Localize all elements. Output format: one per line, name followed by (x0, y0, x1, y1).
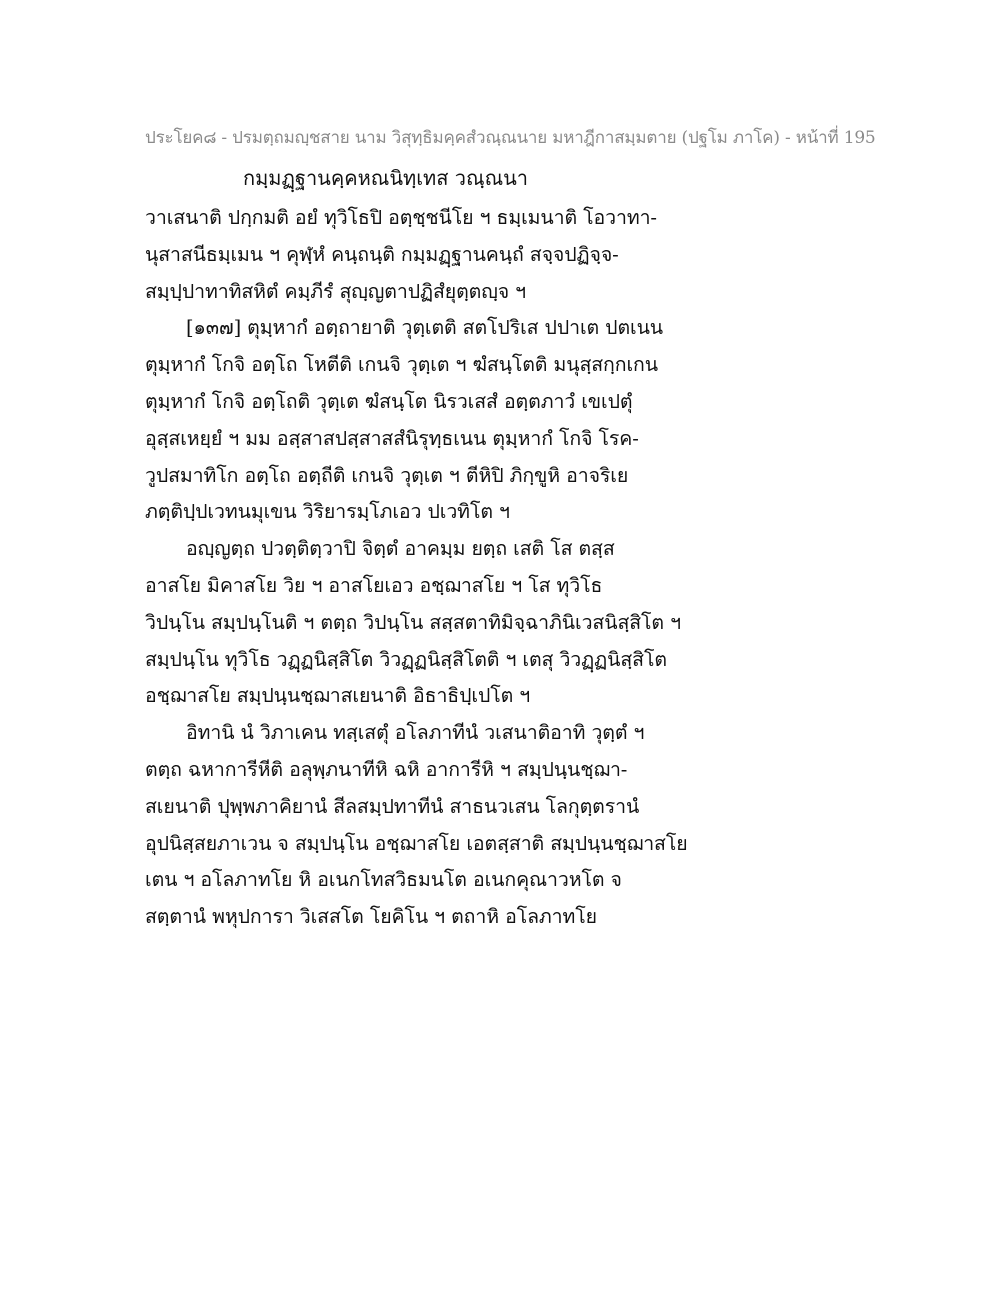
paragraph-start-line: อญฺญตฺถ ปวตฺติตฺวาปิ จิตฺตํ อาคมฺม ยตฺถ เสติ โส ตสฺส (186, 537, 615, 561)
text-line: อชฺฌาสโย สมฺปนฺนชฺฌาสเยนาติ อิธาธิปฺเปโต ฯ (145, 684, 531, 708)
body-text (145, 200, 865, 936)
text-line: เตน ฯ อโลภาทโย หิ อเนกโทสวิธมนโต อเนกคุณาวหโต จ (145, 868, 622, 892)
text-line: อุสฺสเหยฺยํ ฯ มม อสฺสาสปสฺสาสสํนิรุทฺธเนน ตุมฺหากํ โกจิ โรค- (145, 426, 639, 450)
section-title: กมฺมฏฺฐานคฺคหณนิทฺเทส วณฺณนา (243, 166, 529, 190)
text-line: วิปนฺโน สมฺปนฺโนติ ฯ ตตฺถ วิปนฺโน สสฺสตาทิมิจฺฉาภินิเวสนิสฺสิโต ฯ (145, 610, 681, 634)
text-line: นุสาสนีธมฺเมน ฯ คุฬฺหํ คนฺถนฺติ กมฺมฏฺฐานคนฺถํ สจฺจปฏิจฺจ- (145, 242, 619, 266)
paragraph-start-line: [๑๓๗] ตุมฺหากํ อตฺถายาติ วุตฺเตติ สตโปริเส ปปาเต ปตเนน (186, 316, 664, 340)
text-line: อุปนิสฺสยภาเวน จ สมฺปนฺโน อชฺฌาสโย เอตสฺสาติ สมฺปนฺนชฺฌาสโย (145, 831, 688, 855)
text-line: สเยนาติ ปุพฺพภาคิยานํ สีลสมฺปทาทีนํ สาธนวเสน โลกุตฺตรานํ (145, 794, 640, 818)
text-line: สตฺตานํ พหุปการา วิเสสโต โยคิโน ฯ ตถาหิ อโลภาทโย (145, 905, 597, 929)
text-line: ตุมฺหากํ โกจิ อตฺโถ โหตีติ เกนจิ วุตฺเต ฯ ฆํสนฺโตติ มนุสฺสกฺกเกน (145, 353, 658, 377)
text-line: ตตฺถ ฉหาการีหีติ อลุพฺภนาทีหิ ฉหิ อาการีหิ ฯ สมฺปนฺนชฺฌา- (145, 757, 628, 781)
text-line: ตุมฺหากํ โกจิ อตฺโถติ วุตฺเต ฆํสนฺโต นิรวเสสํ อตฺตภาวํ เขเปตุํ (145, 389, 633, 413)
text-line: อาสโย มิคาสโย วิย ฯ อาสโยเอว อชฺฌาสโย ฯ โส ทุวิโธ (145, 573, 603, 597)
text-line: สมฺปฺปาทาทิสหิตํ คมฺภีรํ สุญฺญตาปฏิสํยุตฺตญฺจ ฯ (145, 279, 527, 303)
text-line: สมฺปนฺโน ทุวิโธ วฏฺฏนิสฺสิโต วิวฏฺฏนิสฺสิโตติ ฯ เตสุ วิวฏฺฏนิสฺสิโต (145, 647, 667, 671)
paragraph-start-line: อิทานิ นํ วิภาเคน ทสฺเสตุํ อโลภาทีนํ วเสนาติอาทิ วุตฺตํ ฯ (186, 721, 645, 745)
text-line: วูปสมาทิโก อตฺโถ อตฺถีติ เกนจิ วุตฺเต ฯ ตีหิปิ ภิกฺขูหิ อาจริเย (145, 463, 629, 487)
running-header: ประโยค๘ - ปรมตฺถมญฺชสาย นาม วิสุทฺธิมคฺคสํวณฺณนาย มหาฎีกาสมฺมตาย (ปฐโม ภาโค) - หน้าที่ 195 (145, 128, 876, 148)
text-line: ภตฺติปฺปเวทนมุเขน วิริยารมฺโภเอว ปเวทิโต ฯ (145, 500, 510, 524)
text-line: วาเสนาติ ปกฺกมติ อยํ ทุวิโธปิ อตฺชฺชนีโย ฯ ธมฺเมนาติ โอวาทา- (145, 206, 657, 229)
